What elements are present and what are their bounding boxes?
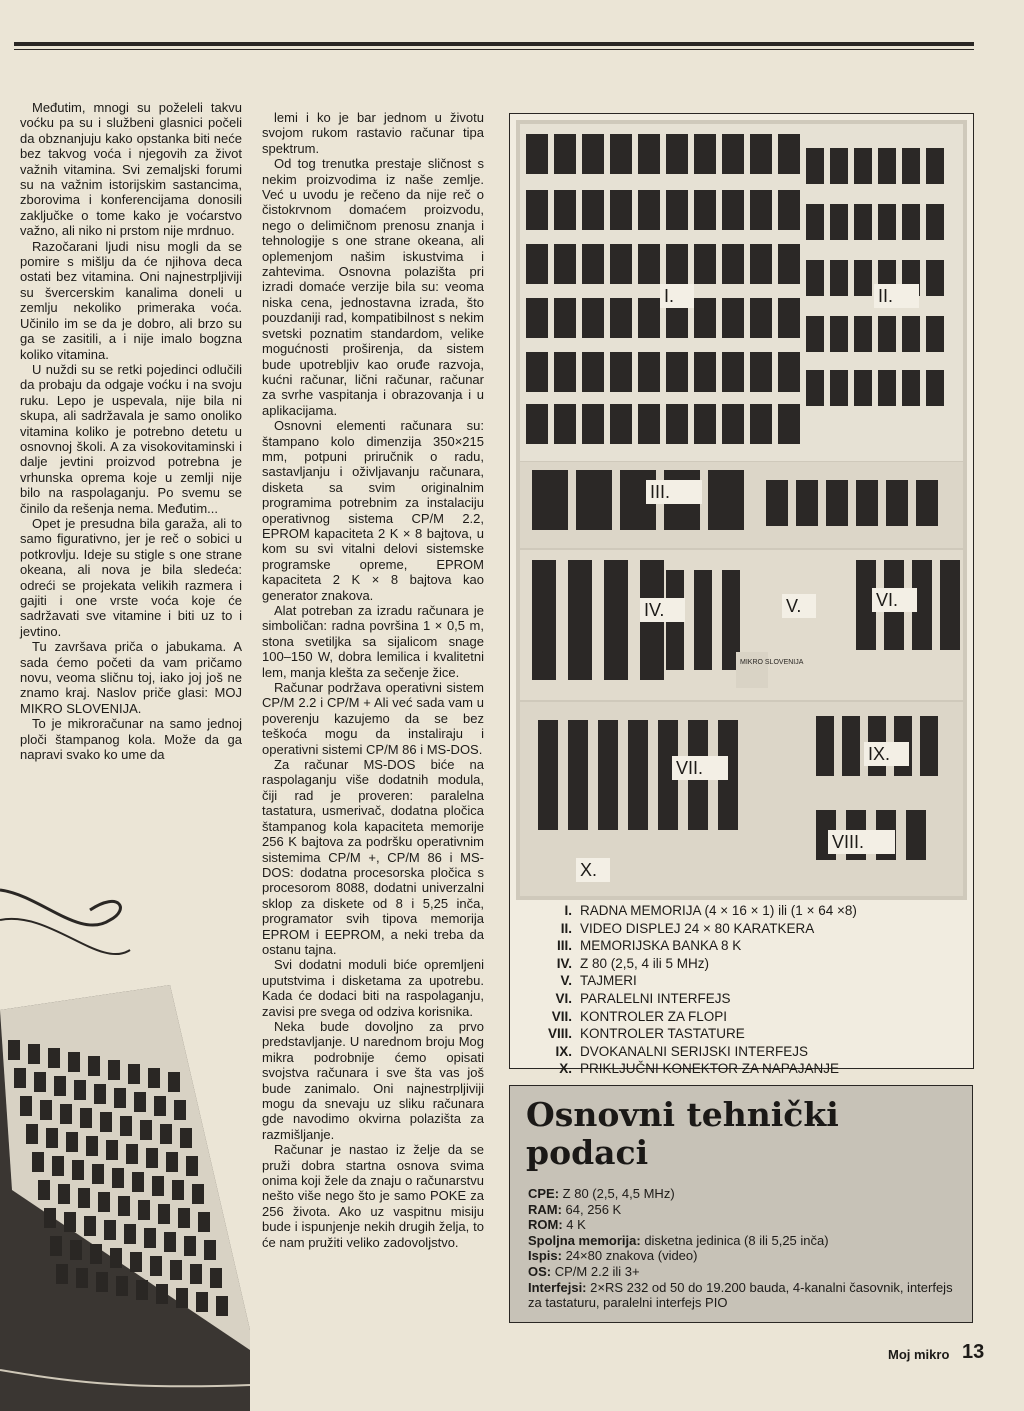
chip [610, 244, 632, 284]
circuit-board-photo-left [0, 850, 250, 1411]
chip [526, 298, 548, 338]
caption-item [524, 972, 964, 990]
chip [920, 716, 938, 776]
chip [694, 190, 716, 230]
chip [128, 1064, 140, 1084]
chip [74, 1080, 86, 1100]
chip [14, 1068, 26, 1088]
chip [638, 352, 660, 392]
chip [110, 1248, 122, 1268]
paragraph: Računar je nastao iz želje da se pruži dobra startna osnova svima onima koji žele da znaju o računarstvu nešto više nego što je samo POKE za 256 života. Ako uz vaspitnu misiju bude i ispunjenje nekih drugih želja, to će nam pružiti veliko zadovoljstvo. [262, 1142, 484, 1250]
chip [750, 244, 772, 284]
chip [158, 1204, 170, 1224]
chip [778, 244, 800, 284]
caption-item [524, 920, 964, 938]
caption-item [524, 990, 964, 1008]
chip [78, 1188, 90, 1208]
chip [44, 1208, 56, 1228]
chip [120, 1116, 132, 1136]
chip [164, 1232, 176, 1252]
chip [856, 480, 878, 526]
chip [638, 404, 660, 444]
chip [526, 134, 548, 174]
chip [114, 1088, 126, 1108]
chip [582, 190, 604, 230]
chip [52, 1156, 64, 1176]
chip [778, 352, 800, 392]
chip [106, 1140, 118, 1160]
chip [146, 1148, 158, 1168]
article-column-2 [262, 110, 484, 1250]
chip [88, 1056, 100, 1076]
chip [136, 1280, 148, 1300]
spec-item [528, 1217, 968, 1233]
chip [830, 204, 848, 240]
chip [666, 244, 688, 284]
chip [96, 1272, 108, 1292]
spec-value: CP/M 2.2 ili 3+ [551, 1263, 640, 1279]
chip [940, 560, 960, 650]
chip [86, 1136, 98, 1156]
spec-value: 24×80 znakova (video) [561, 1248, 698, 1264]
specs-box [509, 1085, 973, 1323]
chip [66, 1132, 78, 1152]
chip [750, 352, 772, 392]
chip [902, 370, 920, 406]
chip [722, 404, 744, 444]
chip [130, 1252, 142, 1272]
chip [902, 316, 920, 352]
chip [628, 720, 648, 830]
chip [806, 148, 824, 184]
chip [778, 134, 800, 174]
chip [926, 148, 944, 184]
figure-caption [524, 902, 964, 1078]
paragraph: Računar podržava operativni sistem CP/M 2.2 i CP/M + Ali već sada vam u poverenju kazujemo da se bez teškoća mogu da instaliraju i operativni sistemi CP/M 86 i MS-DOS. [262, 680, 484, 757]
chip [766, 480, 788, 526]
chip [610, 298, 632, 338]
caption-item [524, 937, 964, 955]
region-label: X. [580, 860, 598, 880]
chip [538, 720, 558, 830]
chip [180, 1128, 192, 1148]
caption-item [524, 1025, 964, 1043]
chip [32, 1152, 44, 1172]
chip [666, 134, 688, 174]
paragraph: Opet je presudna bila garaža, ali to samo figurativno, jer je reč o sobici u potkrovlju. Ideje su stigle s one strane okeana, ali nova je bila sledeća: odreći se projekata velikih razmera i gajiti i one vrste voća koje će sadržavati sve vitamine i biti uz to i jevtino. [20, 515, 242, 639]
chip [638, 134, 660, 174]
spec-label: Interfejsi: [528, 1279, 587, 1295]
chip [902, 204, 920, 240]
chip [526, 404, 548, 444]
chip [582, 244, 604, 284]
chip [926, 204, 944, 240]
chip [694, 298, 716, 338]
specs-list [528, 1186, 968, 1311]
chip [916, 480, 938, 526]
chip [160, 1124, 172, 1144]
caption-number: VIII. [547, 1026, 572, 1042]
chip [750, 134, 772, 174]
chip [708, 470, 744, 530]
chip [806, 204, 824, 240]
chip [526, 352, 548, 392]
chip [196, 1292, 208, 1312]
chip [694, 404, 716, 444]
chip [526, 244, 548, 284]
caption-number: VI. [555, 990, 572, 1006]
caption-number: IX. [555, 1043, 572, 1059]
chip [40, 1100, 52, 1120]
paragraph: Od tog trenutka prestaje sličnost s nekim proizvodima iz naše zemlje. Već u uvodu je rečeno da nije reč o čistokrvnom domaćem proizvodu, nego o delimičnom prenosu znanja i tehnologije s one strane okeana, ali oplemenjom našim iskustvima i zahtevima. Osnovna polazišta pri izradi domaće verzije bila su: veoma niska cena, jednostavna izrada, što pouzdaniji rad, kompatibilnost s nekim svetski poznatim standardom, velike mogućnosti proširenja, da sistem bude upotrebljiv kao oruđe razvoja, kućni računar, lični računar, računar za svrhe vaspitanja i obrazovanja i u aplikacijama. [262, 156, 484, 418]
chip [666, 404, 688, 444]
chip [854, 316, 872, 352]
chip [638, 190, 660, 230]
caption-text: DVOKANALNI SERIJSKI INTERFEJS [580, 1043, 809, 1059]
chip [156, 1284, 168, 1304]
paragraph: Svi dodatni moduli biće opremljeni uputstvima i disketama za upotrebu. Kada će dodaci biti na raspolaganju, zavisi pre svega od odziva korisnika. [262, 957, 484, 1019]
region-label: IX. [868, 744, 891, 764]
caption-number: I. [564, 903, 572, 918]
paragraph: Međutim, mnogi su poželeli takvu voćku pa su i službeni glasnici počeli da obznanjuju kako opstanka biti neće bez takvog voća i njegovih za život važnih vitamina. Svi zemaljski forumi su na važnim istorijskim sastancima, zborovima i konferencijama donosili zaključke o tome kako je voćarstvo važno, ali niko ni prstom nije mrdnuo. [20, 100, 242, 239]
chip [694, 244, 716, 284]
chip [926, 316, 944, 352]
paragraph: Osnovni elementi računara su: štampano kolo dimenzija 350×215 mm, potpuni priručnik o radu, sastavljanju i oživljavanju računara, disketa sa svim originalnim programima potrebnim za instalaciju operativnog sistema CP/M 2.2, EPROM kapaciteta 2 K × 8 bajtova, u kom su svi vitalni delovi sistemske programske opreme, EPROM kapaciteta 2 K × 8 bajtova kao generator znakova. [262, 418, 484, 603]
chip [604, 560, 628, 680]
chip [830, 260, 848, 296]
region-label: VII. [676, 758, 704, 778]
chip [20, 1096, 32, 1116]
chip [906, 810, 926, 860]
chip [582, 134, 604, 174]
chip [666, 190, 688, 230]
chip [554, 190, 576, 230]
chip [184, 1236, 196, 1256]
chip [168, 1072, 180, 1092]
chip [582, 298, 604, 338]
chip [610, 134, 632, 174]
chip [806, 260, 824, 296]
spec-item [528, 1264, 968, 1280]
paragraph: Za računar MS-DOS biće na raspolaganju više dodatnih modula, čiji rad je proveren: paralelna tastatura, usmerivač, dodatna pločica štampanog kola kapaciteta memorije 256 K bajtova za podršku operativnim sistemima CP/M +, CP/M 86 i MS-DOS: dodatna procesorska pločica s procesorom 8088, dodatni univerzalni sklop za diskete od 8 i 5,25 inča, programator svih tipova memorija EPROM i EEPROM, a neki treba da ostanu tajna. [262, 757, 484, 957]
chip [170, 1260, 182, 1280]
spec-label: RAM: [528, 1201, 562, 1217]
chip [50, 1236, 62, 1256]
chip [854, 260, 872, 296]
header-rule-thin [14, 49, 974, 50]
chip [152, 1176, 164, 1196]
chip [28, 1044, 40, 1064]
caption-number: III. [556, 938, 572, 954]
chip [84, 1216, 96, 1236]
board-figure [509, 113, 974, 1077]
chip [638, 244, 660, 284]
caption-number: IV. [556, 955, 572, 971]
paragraph: Neka bude dovoljno za prvo predstavljanje. U narednom broju Mog mikra podrobnije ćemo opisati svojstva računara i sve šta vas još bude zanimalo. Oni najnestrpljiviji mogu da snevaju uz sliku računara gde navodimo okvirna polazišta za razmišljanje. [262, 1018, 484, 1142]
caption-item [524, 1060, 964, 1078]
chip [118, 1196, 130, 1216]
chip [126, 1144, 138, 1164]
chip [58, 1184, 70, 1204]
caption-text: KONTROLER TASTATURE [580, 1026, 745, 1042]
caption-text: VIDEO DISPLEJ 24 × 80 KARATKERA [580, 920, 815, 936]
chip [124, 1224, 136, 1244]
chip [878, 204, 896, 240]
chip [176, 1288, 188, 1308]
chip [34, 1072, 46, 1092]
chip [722, 298, 744, 338]
paragraph: To je mikroračunar na samo jednoj ploči štampanog kola. Može da ga napravi svako ko ume da [20, 716, 242, 763]
chip [830, 316, 848, 352]
page-number: 13 [962, 1341, 985, 1363]
chip [854, 148, 872, 184]
chip [178, 1208, 190, 1228]
chip [750, 298, 772, 338]
chip [826, 480, 848, 526]
chip [582, 352, 604, 392]
paragraph: Razočarani ljudi nisu mogli da se pomire s mišlju da će njihova deca ostati bez vitamina. Oni najnestrpljiviji su švercerskim kanalima doneli u zemlju nekoliko primeraka voća. Učinilo im se da je dobro, ali brzo su ga se zasitili, a i nije imalo bogzna koliko vitamina. [20, 238, 242, 362]
chip [48, 1048, 60, 1068]
chip [806, 370, 824, 406]
chip [610, 190, 632, 230]
silkscreen-label: MIKRO SLOVENIJA [740, 659, 804, 666]
chip [72, 1160, 84, 1180]
caption-number: II. [560, 920, 572, 936]
chip [694, 352, 716, 392]
spec-item [528, 1280, 968, 1311]
chip [204, 1240, 216, 1260]
chip [116, 1276, 128, 1296]
spec-item [528, 1202, 968, 1218]
spec-label: Ispis: [528, 1248, 562, 1264]
caption-item [524, 1008, 964, 1026]
article-column-1 [20, 100, 242, 762]
specs-title: Osnovni tehnički podaci [526, 1095, 839, 1172]
chip [554, 134, 576, 174]
chip [526, 190, 548, 230]
region-label: I. [664, 286, 675, 306]
paragraph: Alat potreban za izradu računara je simboličan: radna površina 1 × 0,5 m, stona svetiljka sa sijalicom snage 100–150 W, dobra lemilica i kvalitetni lem, manja klešta za sečenje žice. [262, 603, 484, 680]
caption-text: KONTROLER ZA FLOPI [580, 1008, 728, 1024]
caption-text: PRIKLJUČNI KONEKTOR ZA NAPAJANJE [580, 1061, 840, 1077]
board-photo [516, 120, 967, 900]
chip [722, 190, 744, 230]
chip [46, 1128, 58, 1148]
chip [174, 1100, 186, 1120]
chip [610, 352, 632, 392]
chip [554, 404, 576, 444]
chip [878, 148, 896, 184]
chip [190, 1264, 202, 1284]
region-label: V. [786, 596, 802, 616]
caption-text: RADNA MEMORIJA (4 × 16 × 1) ili (1 × 64 ×8) [580, 903, 857, 918]
chip [554, 244, 576, 284]
chip [886, 480, 908, 526]
chip [878, 370, 896, 406]
chip [80, 1108, 92, 1128]
caption-text: TAJMERI [580, 973, 637, 989]
spec-item [528, 1233, 968, 1249]
caption-number: V. [560, 973, 572, 989]
chip [56, 1264, 68, 1284]
chip [140, 1120, 152, 1140]
chip [778, 190, 800, 230]
chip [192, 1184, 204, 1204]
chip [610, 404, 632, 444]
chip [722, 244, 744, 284]
chip [568, 560, 592, 680]
spec-label: OS: [528, 1263, 552, 1279]
chip [582, 404, 604, 444]
region-label: VIII. [832, 832, 865, 852]
chip [186, 1156, 198, 1176]
chip [778, 404, 800, 444]
chip [70, 1240, 82, 1260]
region-label: VI. [876, 590, 899, 610]
region-label: II. [878, 286, 894, 306]
chip [666, 352, 688, 392]
chip [854, 370, 872, 406]
chip [98, 1192, 110, 1212]
spec-label: CPE: [528, 1186, 560, 1201]
chip [532, 560, 556, 680]
chip [568, 720, 588, 830]
chip [94, 1084, 106, 1104]
caption-item [524, 955, 964, 973]
chip [8, 1040, 20, 1060]
chip [26, 1124, 38, 1144]
chip [554, 352, 576, 392]
chip [210, 1268, 222, 1288]
chip [54, 1076, 66, 1096]
spec-value: Z 80 (2,5, 4,5 MHz) [559, 1186, 675, 1201]
chip [554, 298, 576, 338]
chip [778, 298, 800, 338]
chip [60, 1104, 72, 1124]
caption-number: X. [559, 1061, 572, 1077]
chip [750, 404, 772, 444]
caption-text: PARALELNI INTERFEJS [580, 990, 731, 1006]
magazine-name: Moj mikro [888, 1347, 950, 1362]
chip [694, 570, 712, 670]
chip [926, 260, 944, 296]
chip [112, 1168, 124, 1188]
chip [150, 1256, 162, 1276]
caption-number: VII. [551, 1008, 572, 1024]
chip [138, 1200, 150, 1220]
chip [166, 1152, 178, 1172]
paragraph: U nuždi su se retki pojedinci odlučili da probaju da odgaje voćku i na svoju ruku. Lepo je uspevala, nije bila ni skupa, ali sadržavala je samo onoliko vitamina koliko je potrebno detetu u osnovnoj školi. A za visokovitaminski i dalje jevtini proizvod potrebna je vrhunska oprema koje u zemlji nije bilo na raspolaganju. Po svemu se činilo da rešenja nema. Međutim... [20, 361, 242, 516]
caption-text: Z 80 (2,5, 4 ili 5 MHz) [580, 955, 710, 971]
chip [878, 316, 896, 352]
caption-text: MEMORIJSKA BANKA 8 K [580, 938, 742, 954]
chip [108, 1060, 120, 1080]
chip [90, 1244, 102, 1264]
chip [722, 134, 744, 174]
spec-item [528, 1186, 968, 1202]
chip [750, 190, 772, 230]
chip [198, 1212, 210, 1232]
chip [64, 1212, 76, 1232]
chip [806, 316, 824, 352]
spec-value: disketna jedinica (8 ili 5,25 inča) [640, 1232, 829, 1248]
spec-value: 4 K [562, 1217, 586, 1233]
caption-item [524, 902, 964, 920]
chip [148, 1068, 160, 1088]
chip [132, 1172, 144, 1192]
chip [76, 1268, 88, 1288]
paragraph: lemi i ko je bar jednom u životu svojom rukom rastavio računar tipa spektrum. [262, 110, 484, 156]
chip [144, 1228, 156, 1248]
chip [532, 470, 568, 530]
chip [926, 370, 944, 406]
chip [154, 1096, 166, 1116]
chip [68, 1052, 80, 1072]
region-label: III. [650, 482, 671, 502]
chip [722, 352, 744, 392]
chip [598, 720, 618, 830]
chip [104, 1220, 116, 1240]
spec-label: Spoljna memorija: [528, 1232, 641, 1248]
chip [796, 480, 818, 526]
chip [902, 148, 920, 184]
chip [694, 134, 716, 174]
spec-value: 64, 256 K [561, 1201, 622, 1217]
chip [842, 716, 860, 776]
chip [638, 298, 660, 338]
chip [100, 1112, 112, 1132]
chip [134, 1092, 146, 1112]
chip [830, 370, 848, 406]
chip [216, 1296, 228, 1316]
chip [38, 1180, 50, 1200]
chip [172, 1180, 184, 1200]
region-label: IV. [644, 600, 665, 620]
paragraph: Tu završava priča o jabukama. A sada ćemo početi da vam pričamo novu, veoma sličnu toj, iako joj još ne znamo kraj. Naslov priče glasi: MOJ MIKRO SLOVENIJA. [20, 639, 242, 716]
chip [92, 1164, 104, 1184]
spec-value: 2×RS 232 od 50 do 19.200 bauda, 4-kanalni časovnik, interfejs za tastaturu, paralelni interfejs PIO [528, 1279, 953, 1311]
chip [576, 470, 612, 530]
spec-label: ROM: [528, 1217, 563, 1233]
spec-item [528, 1248, 968, 1264]
header-rule [14, 42, 974, 46]
chip [830, 148, 848, 184]
chip [816, 716, 834, 776]
caption-item [524, 1043, 964, 1061]
chip [854, 204, 872, 240]
